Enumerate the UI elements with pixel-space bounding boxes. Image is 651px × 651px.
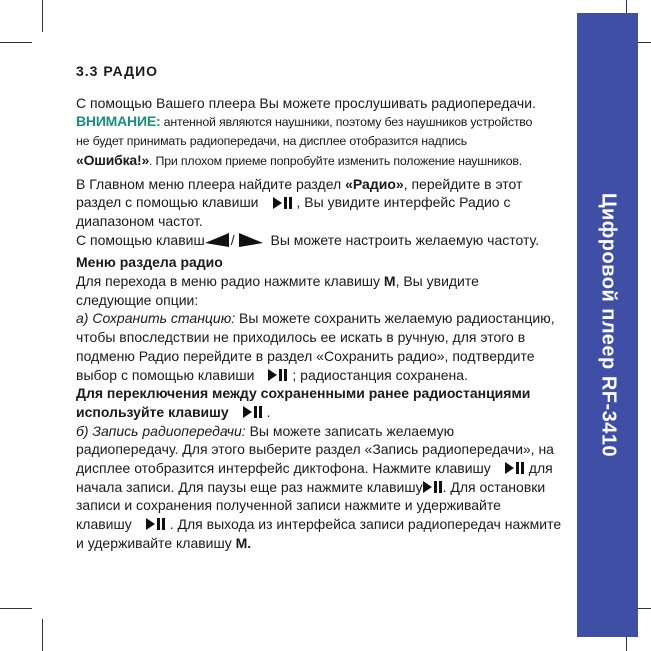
option-b-t9: . Для выхода из интерфейса записи радиопередач нажмите xyxy=(169,516,562,533)
prev-icon xyxy=(205,233,229,247)
crop-mark xyxy=(0,608,32,609)
warning-label: ВНИМАНИЕ: xyxy=(76,113,161,130)
warning-text-3: . При плохом приеме попробуйте изменить положение наушников. xyxy=(149,153,523,168)
option-a-line-2: чтобы впоследствии не приходилось ее искать в ручную, для этого в xyxy=(76,329,526,346)
warning-text-1: антенной являются наушники, поэтому без наушников устройство xyxy=(160,115,533,130)
option-b-line-1 xyxy=(76,422,568,441)
play-pause-icon xyxy=(423,480,443,494)
radio-bold: «Радио» xyxy=(345,175,404,192)
option-a-line-4 xyxy=(76,366,568,385)
next-icon xyxy=(239,233,263,247)
crop-mark xyxy=(42,619,43,651)
option-b-t4: для xyxy=(528,460,553,477)
option-b-label: б) Запись радиопередачи: xyxy=(76,422,246,439)
option-a-line-3: подменю Радио перейдите в раздел «Сохранить радио», подтвердите xyxy=(76,347,535,364)
play-pause-icon xyxy=(146,517,166,531)
slash: / xyxy=(230,231,235,248)
play-pause-icon xyxy=(273,196,293,210)
menu-line-1 xyxy=(76,272,568,291)
option-b-t10: и удерживайте клавишу xyxy=(76,534,236,551)
para1-line-4 xyxy=(76,231,568,250)
crop-mark xyxy=(0,42,32,43)
option-b-line-4 xyxy=(76,478,568,497)
option-a-t5: ; радиостанция сохранена. xyxy=(292,366,468,383)
option-b-line-3 xyxy=(76,459,568,478)
warning-line-1 xyxy=(76,112,568,132)
para1-d: , Вы увидите интерфейс Радио с xyxy=(296,194,511,211)
error-label: «Ошибка!» xyxy=(76,151,150,168)
para1-line-1 xyxy=(76,175,568,194)
option-b-t8: клавишу xyxy=(76,516,132,533)
intro-line: С помощью Вашего плеера Вы можете прослушивать радиопередачи. xyxy=(76,94,536,111)
menu-title-text: Меню раздела радио xyxy=(76,254,223,271)
play-pause-icon xyxy=(243,405,263,419)
option-a-label: а) Сохранить станцию: xyxy=(76,310,236,327)
switching-t1: Для переключения между сохраненными ранее радиостанциями xyxy=(76,385,531,402)
para1-b: , перейдите в этот xyxy=(403,175,523,192)
play-pause-icon xyxy=(268,368,288,382)
option-b-line-2: радиопередачу. Для этого выберите раздел «Запись радиопередачи», на xyxy=(76,441,554,458)
menu-line-2: следующие опции: xyxy=(76,291,199,308)
option-b-line-5: записи и сохранения полученной записи нажмите и удерживайте xyxy=(76,497,501,514)
menu-title xyxy=(76,253,568,272)
warning-line-3 xyxy=(76,151,568,171)
option-b-t6: . Для остановки xyxy=(442,478,546,495)
sidebar-title: Цифровой плеер RF-3410 xyxy=(597,192,619,458)
crop-mark xyxy=(42,0,43,32)
option-a-t1: Вы можете сохранить желаемую радиостанцию, xyxy=(235,310,555,327)
switching-t3: . xyxy=(266,403,271,420)
option-b-t3: дисплее отобразится интерфейс диктофона. Нажмите клавишу xyxy=(76,460,491,477)
intro-text xyxy=(76,94,568,113)
m-key: M. xyxy=(235,534,252,551)
option-b-line-7 xyxy=(76,534,568,553)
menu-a: Для перехода в меню радио нажмите клавишу xyxy=(76,273,384,290)
warning-line-2: не будет принимать радиопередачи, на дисплее отобразится надпись xyxy=(76,134,468,149)
section-title: 3.3 РАДИО xyxy=(76,63,159,79)
option-b-line-6 xyxy=(76,515,568,534)
para1-line-2 xyxy=(76,193,568,212)
switching-line-2 xyxy=(76,403,568,422)
para1-f: С помощью клавиш xyxy=(76,231,205,248)
para1-a: В Главном меню плеера найдите раздел xyxy=(76,175,346,192)
option-b-t5: начала записи. Для паузы еще раз нажмите клавишу xyxy=(76,478,423,495)
para1-g: Вы можете настроить желаемую частоту. xyxy=(266,231,540,248)
page-content xyxy=(76,62,568,553)
switching-line-1 xyxy=(76,384,568,403)
option-a-line-1 xyxy=(76,309,568,328)
option-b-t1: Вы можете записать желаемую xyxy=(245,422,455,439)
switching-t2: используйте клавишу xyxy=(76,403,229,420)
option-a-t4: выбор с помощью клавиши xyxy=(76,366,255,383)
play-pause-icon xyxy=(505,461,525,475)
m-key: M xyxy=(383,273,396,290)
para1-line-3: диапазоном частот. xyxy=(76,212,203,229)
menu-b: , Вы увидите xyxy=(395,273,479,290)
sidebar xyxy=(577,13,638,637)
para1-c: раздел с помощью клавиши xyxy=(76,194,259,211)
